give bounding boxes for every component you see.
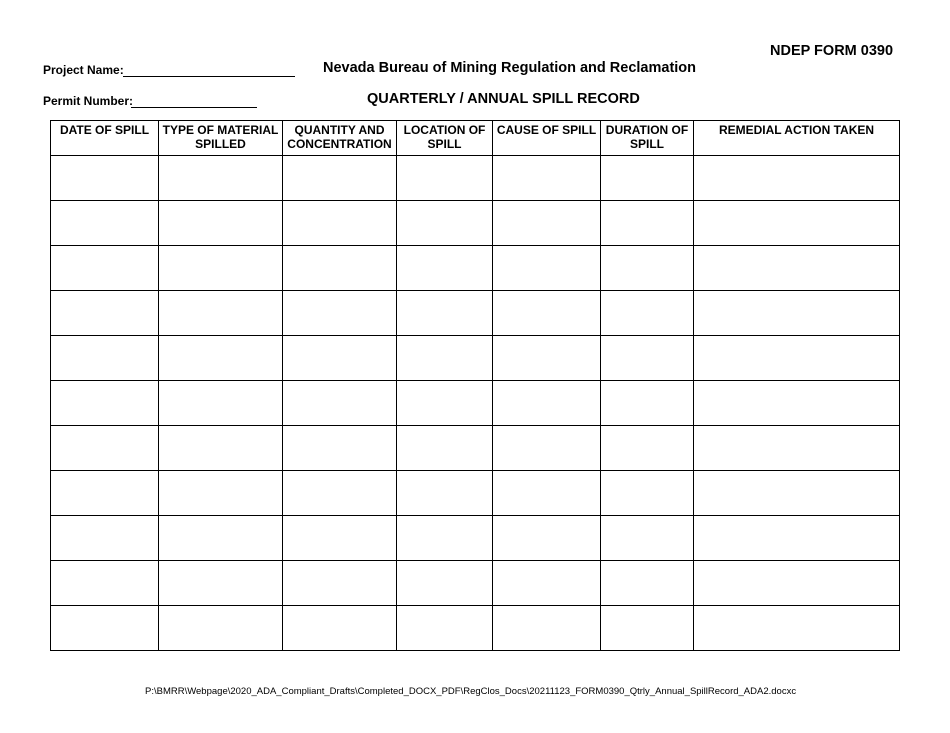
cell-location[interactable] — [397, 291, 493, 336]
table-header-row — [51, 121, 900, 156]
cell-date[interactable] — [51, 516, 159, 561]
cell-date[interactable] — [51, 381, 159, 426]
cell-cause[interactable] — [493, 381, 601, 426]
cell-material-type[interactable] — [159, 156, 283, 201]
cell-remedial-action[interactable] — [694, 561, 900, 606]
cell-remedial-action[interactable] — [694, 291, 900, 336]
cell-quantity[interactable] — [283, 606, 397, 651]
table-row — [51, 291, 900, 336]
cell-date[interactable] — [51, 291, 159, 336]
footer-file-path: P:\BMRR\Webpage\2020_ADA_Compliant_Drafts\Completed_DOCX_PDF\RegClos_Docs\20211123_FORM0390_Qtrly_Annual_SpillRecord_ADA2.docxc — [145, 686, 797, 697]
column-header-quantity: QUANTITY AND CONCENTRATION — [283, 121, 397, 156]
cell-location[interactable] — [397, 201, 493, 246]
cell-quantity[interactable] — [283, 291, 397, 336]
cell-remedial-action[interactable] — [694, 246, 900, 291]
cell-remedial-action[interactable] — [694, 201, 900, 246]
cell-cause[interactable] — [493, 201, 601, 246]
cell-location[interactable] — [397, 426, 493, 471]
cell-location[interactable] — [397, 381, 493, 426]
cell-material-type[interactable] — [159, 606, 283, 651]
cell-date[interactable] — [51, 561, 159, 606]
table-row — [51, 381, 900, 426]
table-row — [51, 606, 900, 651]
cell-material-type[interactable] — [159, 471, 283, 516]
cell-cause[interactable] — [493, 156, 601, 201]
cell-quantity[interactable] — [283, 561, 397, 606]
table-row — [51, 336, 900, 381]
spill-record-rows — [51, 156, 900, 651]
spill-record-table — [50, 120, 900, 651]
cell-location[interactable] — [397, 561, 493, 606]
cell-duration[interactable] — [601, 426, 694, 471]
cell-quantity[interactable] — [283, 246, 397, 291]
cell-date[interactable] — [51, 426, 159, 471]
table-row — [51, 471, 900, 516]
cell-material-type[interactable] — [159, 201, 283, 246]
cell-material-type[interactable] — [159, 426, 283, 471]
cell-date[interactable] — [51, 336, 159, 381]
cell-duration[interactable] — [601, 246, 694, 291]
cell-duration[interactable] — [601, 336, 694, 381]
cell-duration[interactable] — [601, 606, 694, 651]
cell-date[interactable] — [51, 246, 159, 291]
cell-remedial-action[interactable] — [694, 471, 900, 516]
column-header-duration: DURATION OF SPILL — [601, 121, 694, 156]
table-row — [51, 561, 900, 606]
column-header-material-type: TYPE OF MATERIAL SPILLED — [159, 121, 283, 156]
cell-cause[interactable] — [493, 471, 601, 516]
form-id: NDEP FORM 0390 — [770, 43, 894, 59]
cell-material-type[interactable] — [159, 561, 283, 606]
cell-cause[interactable] — [493, 336, 601, 381]
cell-quantity[interactable] — [283, 156, 397, 201]
cell-cause[interactable] — [493, 516, 601, 561]
cell-duration[interactable] — [601, 516, 694, 561]
cell-remedial-action[interactable] — [694, 516, 900, 561]
cell-remedial-action[interactable] — [694, 381, 900, 426]
cell-cause[interactable] — [493, 291, 601, 336]
table-row — [51, 516, 900, 561]
cell-location[interactable] — [397, 246, 493, 291]
permit-number-field[interactable] — [131, 107, 257, 108]
table-row — [51, 246, 900, 291]
cell-date[interactable] — [51, 606, 159, 651]
cell-date[interactable] — [51, 201, 159, 246]
form-title: QUARTERLY / ANNUAL SPILL RECORD — [367, 91, 640, 107]
cell-quantity[interactable] — [283, 381, 397, 426]
cell-date[interactable] — [51, 156, 159, 201]
permit-number-label: Permit Number: — [43, 94, 134, 108]
cell-material-type[interactable] — [159, 336, 283, 381]
cell-duration[interactable] — [601, 201, 694, 246]
cell-duration[interactable] — [601, 381, 694, 426]
cell-material-type[interactable] — [159, 291, 283, 336]
column-header-cause: CAUSE OF SPILL — [493, 121, 601, 156]
cell-remedial-action[interactable] — [694, 426, 900, 471]
cell-remedial-action[interactable] — [694, 156, 900, 201]
cell-remedial-action[interactable] — [694, 336, 900, 381]
column-header-date: DATE OF SPILL — [51, 121, 159, 156]
cell-duration[interactable] — [601, 291, 694, 336]
table-row — [51, 156, 900, 201]
project-name-label: Project Name: — [43, 63, 124, 77]
cell-date[interactable] — [51, 471, 159, 516]
cell-quantity[interactable] — [283, 201, 397, 246]
cell-quantity[interactable] — [283, 471, 397, 516]
column-header-remedial-action: REMEDIAL ACTION TAKEN — [694, 121, 900, 156]
cell-location[interactable] — [397, 471, 493, 516]
table-row — [51, 426, 900, 471]
cell-cause[interactable] — [493, 606, 601, 651]
cell-remedial-action[interactable] — [694, 606, 900, 651]
cell-location[interactable] — [397, 516, 493, 561]
cell-location[interactable] — [397, 156, 493, 201]
cell-duration[interactable] — [601, 156, 694, 201]
cell-duration[interactable] — [601, 561, 694, 606]
column-header-location: LOCATION OF SPILL — [397, 121, 493, 156]
cell-quantity[interactable] — [283, 336, 397, 381]
agency-title: Nevada Bureau of Mining Regulation and Reclamation — [323, 60, 697, 76]
project-name-field[interactable] — [123, 76, 295, 77]
cell-material-type[interactable] — [159, 516, 283, 561]
cell-location[interactable] — [397, 336, 493, 381]
cell-quantity[interactable] — [283, 516, 397, 561]
cell-cause[interactable] — [493, 246, 601, 291]
cell-quantity[interactable] — [283, 426, 397, 471]
cell-cause[interactable] — [493, 426, 601, 471]
cell-cause[interactable] — [493, 561, 601, 606]
table-row — [51, 201, 900, 246]
cell-location[interactable] — [397, 606, 493, 651]
cell-duration[interactable] — [601, 471, 694, 516]
cell-material-type[interactable] — [159, 381, 283, 426]
cell-material-type[interactable] — [159, 246, 283, 291]
